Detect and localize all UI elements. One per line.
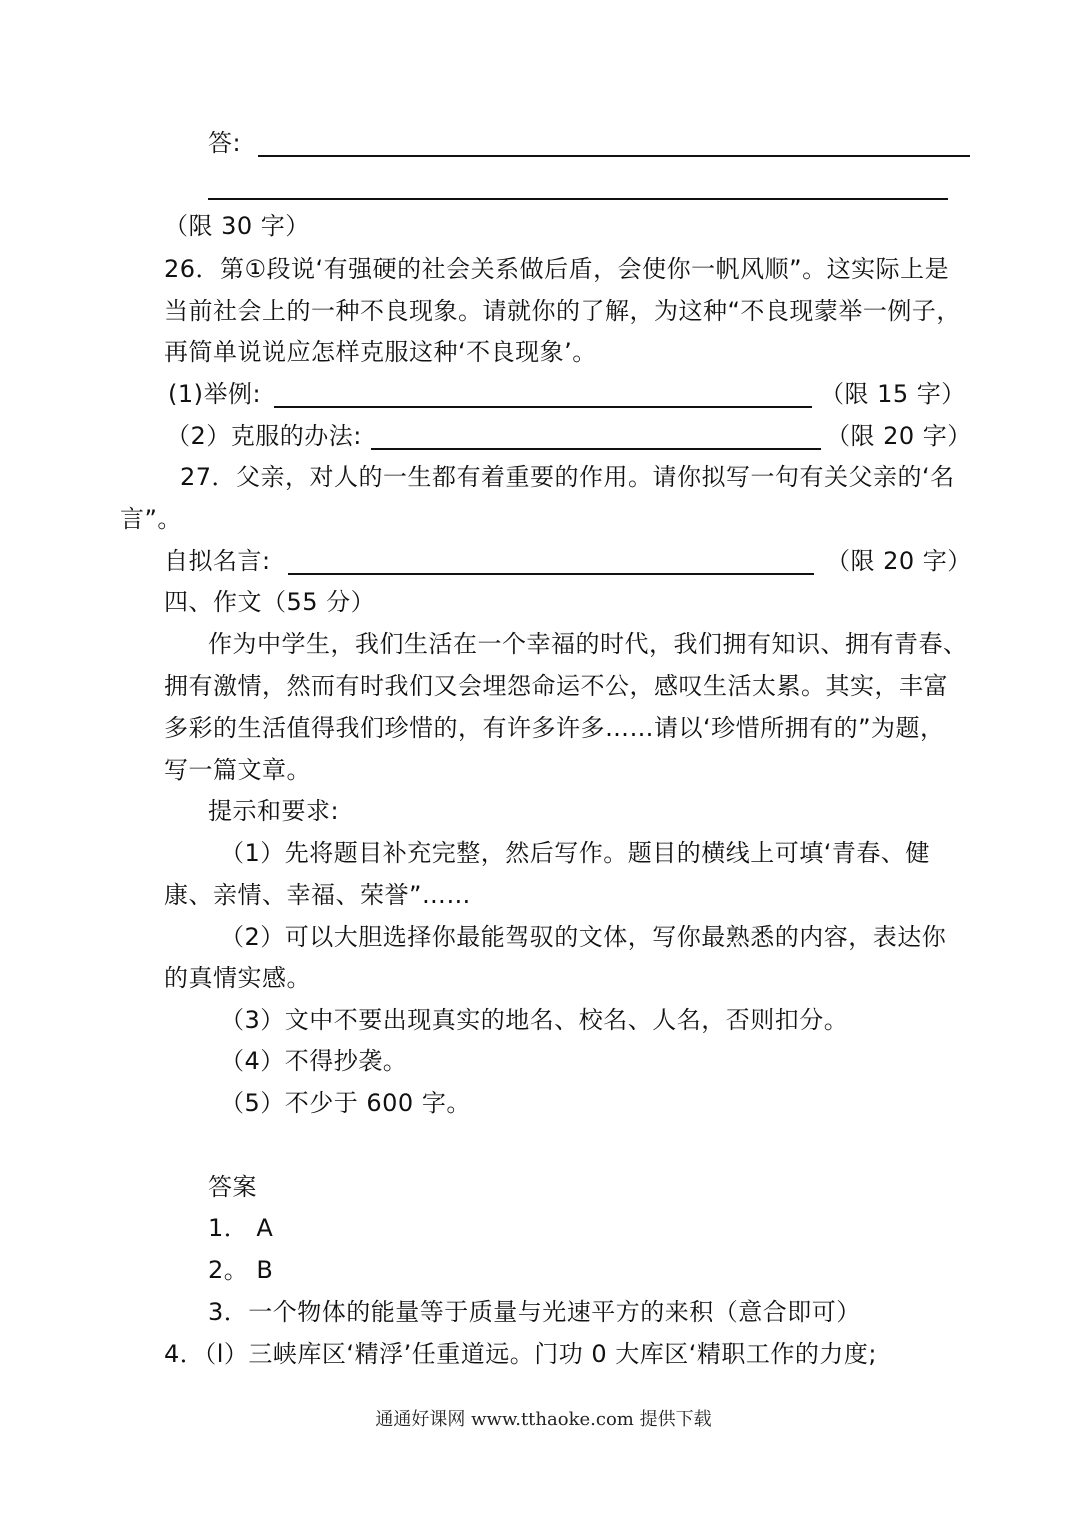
q25-answer-line-1[interactable] — [258, 155, 970, 157]
q27-stem-line-1: 27．父亲，对人的一生都有着重要的作用。请你拟写一句有关父亲的‘名 — [180, 463, 955, 491]
requirement-1-line-1: （1）先将题目补充完整，然后写作。题目的横线上可填‘青春、健 — [220, 839, 930, 867]
requirement-2-line-2: 的真情实感。 — [164, 964, 311, 992]
answer-3: 3．一个物体的能量等于质量与光速平方的来积（意合即可） — [208, 1298, 861, 1326]
answers-heading: 答案 — [208, 1173, 257, 1201]
requirement-5: （5）不少于 600 字。 — [220, 1089, 471, 1117]
q26-sub2-answer-line[interactable] — [371, 448, 821, 450]
q27-answer-label: 自拟名言: — [164, 547, 271, 575]
q26-sub2-limit: （限 20 字） — [826, 422, 972, 450]
q25-answer-label: 答: — [208, 129, 242, 157]
composition-heading: 四、作文（55 分） — [164, 588, 376, 616]
q26-sub2-label: （2）克服的办法: — [166, 422, 362, 450]
requirement-1-line-2: 康、亲情、幸福、荣誉”…… — [164, 881, 471, 909]
requirement-2-line-1: （2）可以大胆选择你最能驾驭的文体，写你最熟悉的内容，表达你 — [220, 923, 947, 951]
composition-para-line-1: 作为中学生，我们生活在一个幸福的时代，我们拥有知识、拥有青春、 — [208, 630, 968, 658]
hint-heading: 提示和要求: — [208, 797, 340, 825]
q26-stem-line-3: 再简单说说应怎样克服这种‘不良现象’。 — [164, 338, 597, 366]
q25-answer-line-2[interactable] — [208, 198, 948, 200]
q26-stem-line-1: 26．第①段说‘有强硬的社会关系做后盾，会使你一帆风顺”。这实际上是 — [164, 255, 950, 283]
q27-stem-line-2: 言”。 — [120, 505, 182, 533]
requirement-4: （4）不得抄袭。 — [220, 1047, 408, 1075]
answer-1: 1． A — [208, 1214, 274, 1242]
answer-2: 2。 B — [208, 1256, 274, 1284]
q26-sub1-limit: （限 15 字） — [820, 380, 966, 408]
q27-answer-line[interactable] — [288, 573, 814, 575]
composition-para-line-2: 拥有激情，然而有时我们又会埋怨命运不公，感叹生活太累。其实，丰富 — [164, 672, 948, 700]
requirement-3: （3）文中不要出现真实的地名、校名、人名，否则扣分。 — [220, 1006, 849, 1034]
q27-limit: （限 20 字） — [826, 547, 972, 575]
q26-stem-line-2: 当前社会上的一种不良现象。请就你的了解，为这种“不良现蒙举一例子， — [164, 297, 961, 325]
q26-sub1-answer-line[interactable] — [274, 406, 812, 408]
q25-limit: （限 30 字） — [164, 212, 310, 240]
page-footer: 通通好课网 www.tthaoke.com 提供下载 — [375, 1409, 712, 1430]
composition-para-line-4: 写一篇文章。 — [164, 756, 311, 784]
answer-4: 4．（l）三峡库区‘精浮’任重道远。门功 0 大库区‘精职工作的力度; — [164, 1340, 877, 1368]
q26-sub1-label: (1)举例: — [168, 380, 262, 408]
composition-para-line-3: 多彩的生活值得我们珍惜的，有许多许多……请以‘珍惜所拥有的”为题， — [164, 714, 945, 742]
